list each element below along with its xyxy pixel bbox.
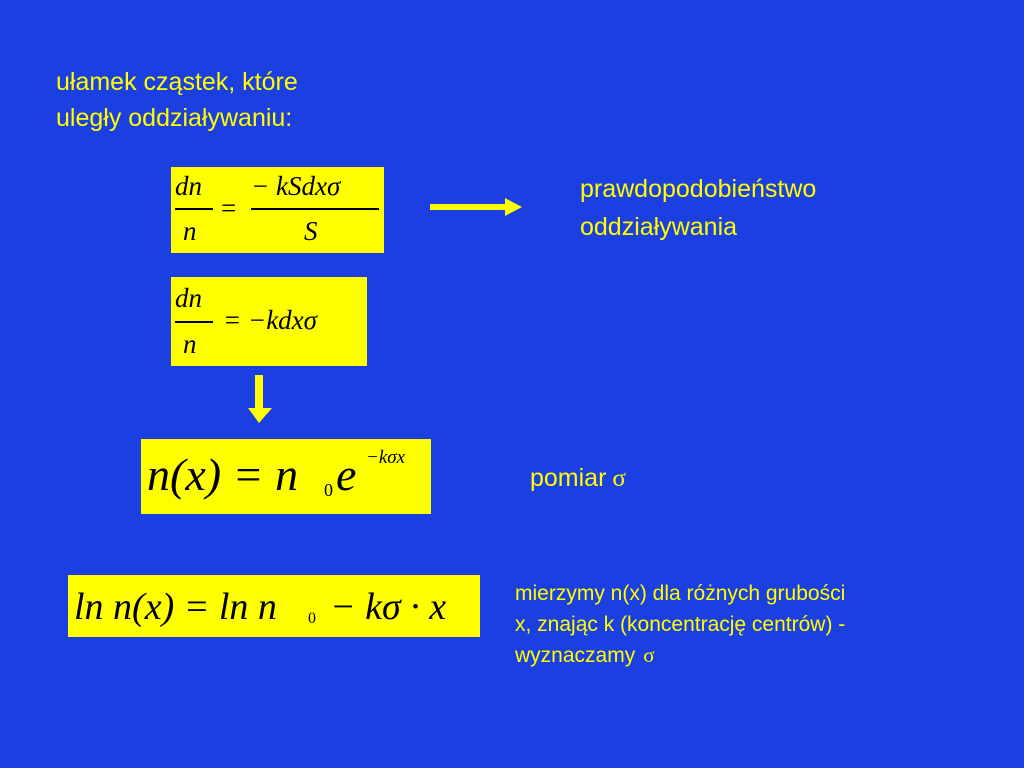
eq1-den-left: n <box>183 216 197 246</box>
eq2-den-left: n <box>183 329 197 359</box>
eq2-rhs: = −kdxσ <box>223 305 317 335</box>
equation-logarithm <box>68 575 480 637</box>
probability-line-2: oddziaływania <box>580 213 738 241</box>
probability-label <box>580 170 816 246</box>
measurement-text: pomiar <box>530 464 607 492</box>
eq3-base: e <box>336 449 357 500</box>
intro-text <box>56 64 298 136</box>
eq1-frac-line-left <box>175 208 213 210</box>
equation-fraction-1 <box>171 167 384 253</box>
description-line-3 <box>515 640 845 671</box>
eq1-equals: = <box>221 193 237 223</box>
description-line-1: mierzymy n(x) dla różnych grubości <box>515 582 846 605</box>
eq4-lhs: ln n(x) = ln n <box>74 586 277 628</box>
eq2-frac-line <box>175 321 213 323</box>
description-text <box>515 578 845 671</box>
eq1-num-right: − kSdxσ <box>251 171 341 201</box>
measurement-sigma: σ <box>612 465 626 492</box>
arrow-right-icon <box>430 198 525 216</box>
eq1-den-right: S <box>304 216 318 246</box>
eq4-subscript: 0 <box>308 610 316 627</box>
intro-line-2: uległy oddziaływaniu: <box>56 104 293 132</box>
equation-attenuation <box>141 439 431 514</box>
eq1-frac-line-right <box>251 208 379 210</box>
eq2-num-left: dn <box>175 283 202 313</box>
eq3-subscript: 0 <box>324 480 333 500</box>
measurement-label <box>530 460 626 497</box>
description-line-2: x, znając k (koncentrację centrów) - <box>515 613 846 636</box>
eq4-rhs: − kσ · x <box>330 586 447 628</box>
intro-line-1: ułamek cząstek, które <box>56 68 298 96</box>
equation-fraction-2 <box>171 277 367 366</box>
arrow-down-icon <box>245 375 275 425</box>
eq1-num-left: dn <box>175 171 202 201</box>
eq3-exponent: −kσx <box>366 447 406 468</box>
eq3-lhs: n(x) = n <box>147 449 299 500</box>
probability-line-1: prawdopodobieństwo <box>580 175 817 203</box>
description-sigma: σ <box>643 643 655 667</box>
description-line-3-text: wyznaczamy <box>515 644 636 667</box>
